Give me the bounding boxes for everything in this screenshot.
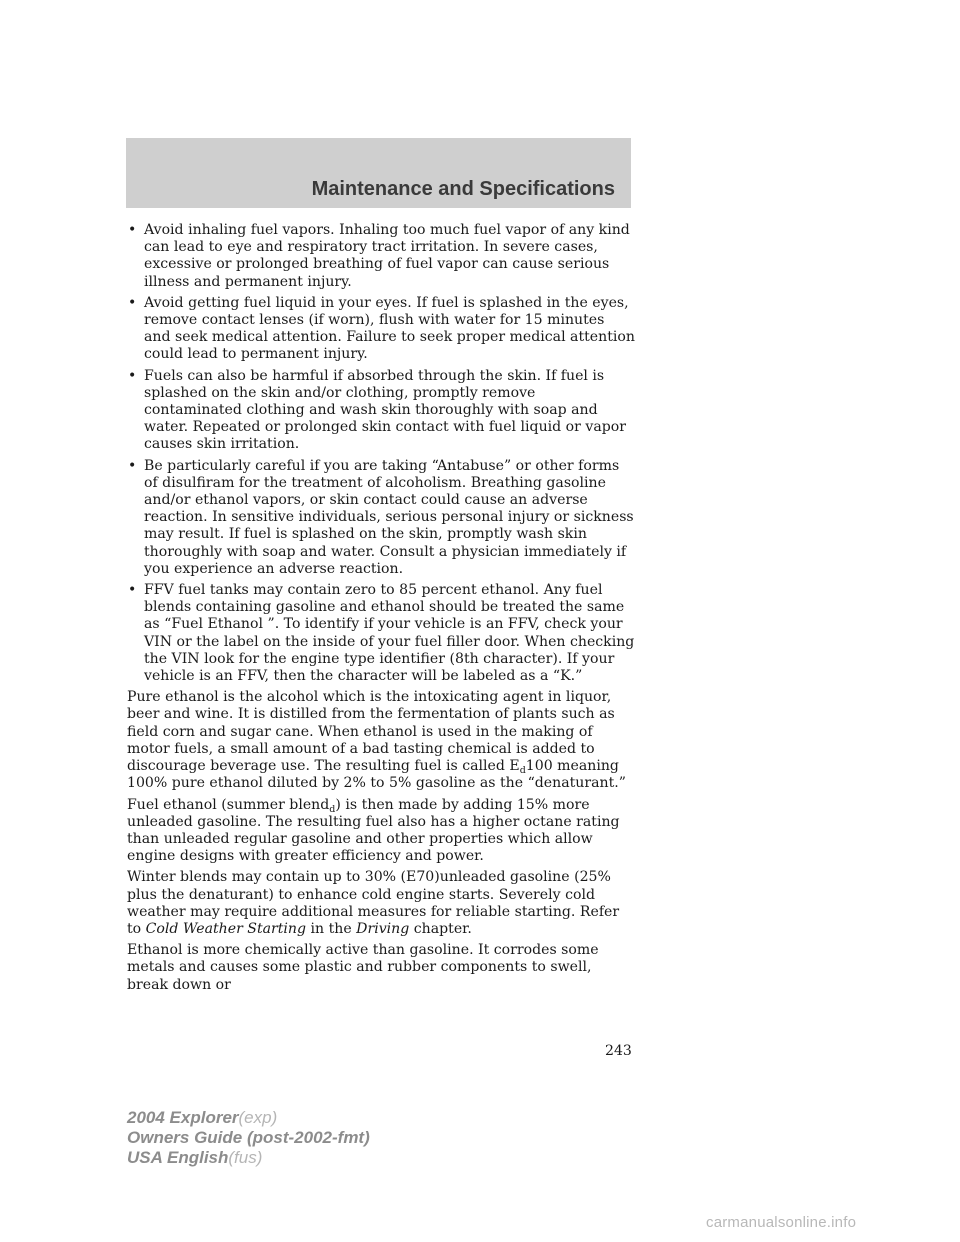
bullet-item-ffv bbox=[127, 582, 635, 685]
bullet-item-antabuse bbox=[127, 458, 635, 578]
bullet-item-inhaling bbox=[127, 222, 635, 291]
bullet-text: Avoid getting fuel liquid in your eyes. If fuel is splashed in the eyes, remove contact lenses (if worn), flush with water for 15 minutes and seek medical attention. Failure to seek proper medical attention could lead to permanent injury. bbox=[144, 294, 635, 363]
cross-reference-driving: Driving bbox=[356, 920, 410, 937]
bullet-item-eyes bbox=[127, 295, 635, 364]
paragraph-winter-blends: Winter blends may contain up to 30% (E70)unleaded gasoline (25% plus the denaturant) to enhance cold engine starts. Severely cold weather may require additional measures for reliable starting. Refer to Cold Weather Starting in the Driving chapter. bbox=[127, 869, 620, 937]
bullet-text: Be particularly careful if you are taking “Antabuse” or other forms of disulfiram for the treatment of alcoholism. Breathing gasoline and/or ethanol vapors, or skin contact could cause an adverse reaction. In sensitive individuals, serious personal injury or sickness may result. If fuel is splashed on the skin, promptly wash skin thoroughly with soap and water. Consult a physician immediately if you experience an adverse reaction. bbox=[144, 457, 634, 577]
bullet-icon: • bbox=[128, 457, 137, 474]
bullet-icon: • bbox=[128, 222, 137, 238]
bullet-text: Avoid inhaling fuel vapors. Inhaling too much fuel vapor of any kind can lead to eye and respiratory tract irritation. In severe cases, excessive or prolonged breathing of fuel vapor can cause serious illness and permanent injury. bbox=[144, 222, 630, 290]
subscript: d bbox=[329, 803, 336, 815]
bullet-icon: • bbox=[128, 582, 137, 599]
footer-guide-line: Owners Guide (post-2002-fmt) bbox=[127, 1128, 370, 1147]
bullet-item-skin bbox=[127, 368, 635, 454]
document-footer bbox=[127, 1108, 370, 1168]
section-header-band bbox=[126, 138, 631, 208]
page-number: 243 bbox=[605, 1043, 632, 1059]
bullet-icon: • bbox=[128, 367, 137, 384]
paragraph-chemically-active: Ethanol is more chemically active than gasoline. It corrodes some metals and causes some plastic and rubber components to swell, break down or bbox=[127, 942, 599, 993]
bullet-text: Fuels can also be harmful if absorbed through the skin. If fuel is splashed on the skin and/or clothing, promptly remove contaminated clothing and wash skin thoroughly with soap and water. Repeated or prolonged skin contact with fuel liquid or vapor causes skin irritation. bbox=[144, 367, 626, 453]
section-title: Maintenance and Specifications bbox=[311, 178, 615, 200]
footer-language-line: USA English(fus) bbox=[127, 1148, 263, 1167]
cross-reference-cold-weather-starting: Cold Weather Starting bbox=[145, 920, 307, 937]
watermark: carmanualsonline.info bbox=[706, 1214, 857, 1231]
paragraph-fuel-ethanol: Fuel ethanol (summer blend$_d$) is then made by adding 15% more unleaded gasoline. The resulting fuel also has a higher octane rating than unleaded regular gasoline and other properties which allow engine designs with greater efficiency and power. bbox=[127, 796, 620, 865]
warning-bullet-list bbox=[127, 222, 635, 685]
paragraph-pure-ethanol: Pure ethanol is the alcohol which is the intoxicating agent in liquor, beer and wine. It is distilled from the fermentation of plants such as field corn and sugar cane. When ethanol is used in the making of motor fuels, a small amount of a bad tasting chemical is added to discourage beverage use. The resulting fuel is called $E_d100$ meaning 100% pure ethanol diluted by 2% to 5% gasoline as the “denaturant.” bbox=[127, 689, 626, 792]
bullet-text: FFV fuel tanks may contain zero to 85 percent ethanol. Any fuel blends containing gasoline and ethanol should be treated the same as “Fuel Ethanol ”. To identify if your vehicle is an FFV, check your VIN or the label on the inside of your fuel filler door. When checking the VIN look for the engine type identifier (8th character). If your vehicle is an FFV, then the character will be labeled as a “K.” bbox=[144, 582, 635, 685]
bullet-icon: • bbox=[128, 294, 137, 311]
footer-model-line: 2004 Explorer(exp) bbox=[127, 1108, 278, 1127]
subscript: d bbox=[519, 765, 526, 777]
page-body bbox=[127, 222, 635, 998]
